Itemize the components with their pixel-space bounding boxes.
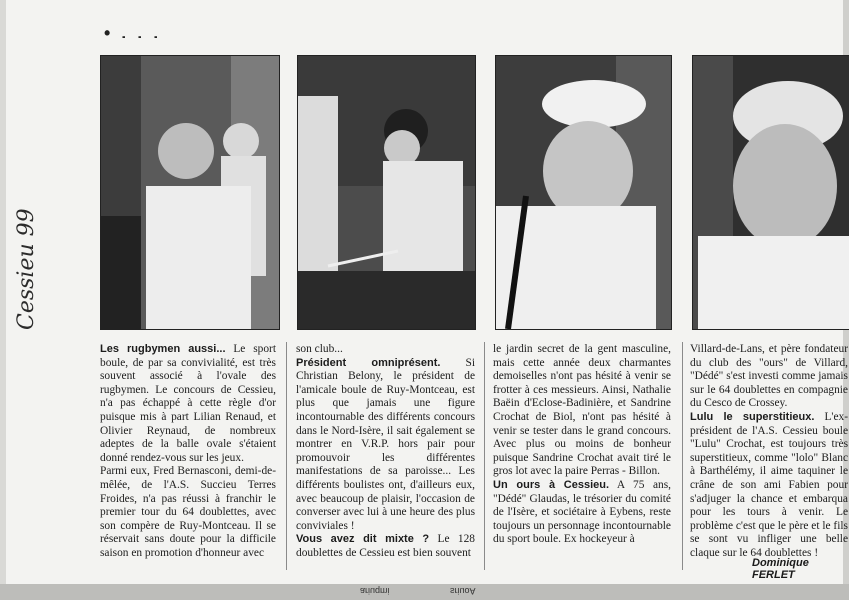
article-column-1 bbox=[100, 343, 276, 561]
header-fragment: • . . . bbox=[104, 23, 162, 38]
article-column-2 bbox=[296, 343, 475, 561]
column-3-lead2: Un ours à Cessieu. bbox=[493, 478, 610, 491]
column-2-lead2: Vous avez dit mixte ? bbox=[296, 533, 430, 546]
column-3-body: le jardin secret de la gent masculine, mais cette année deux charmantes demoiselles n'ont pas hésité à venir se frotter à ces messieurs. Ainsi, Nathalie Baëin d'Eclose-Badinière, et Sandrine Crochat de Biol, n'ont pas hésité à venir se tester dans le grand concours. Avec plus ou moins de bonheur puisque Sandrine Crochat avait tiré le gros lot avec la paire Perras - Billon. bbox=[493, 343, 671, 478]
column-2-lead: Président omniprésent. bbox=[296, 356, 441, 369]
woman-player-photo bbox=[297, 55, 476, 330]
column-2-pre: son club... bbox=[296, 343, 343, 355]
column-2-body2: Le 128 doublettes de Cessieu est bien souvent bbox=[296, 533, 475, 559]
column-1-para2: Parmi eux, Fred Bernasconi, demi-de-mêlée, de l'A.S. Succieu Terres Froides, n'a pas réussi à franchir le premier tour du 64 doublettes, avec son compère de Ruy-Montceau. Il se réservait sans doute pour la difficile saison en promotion d'honneur avec bbox=[100, 465, 276, 559]
dede-glaudas-photo bbox=[495, 55, 672, 330]
footer-strip bbox=[0, 584, 849, 600]
column-rule bbox=[286, 342, 287, 570]
column-4-body: Villard-de-Lans, et père fondateur du club des "ours" de Villard, "Dédé" s'est investi comme jamais sur le 64 doublettes en compagnie du Cesco de Crossey. bbox=[690, 343, 848, 410]
footer-text-left: ariuqmi bbox=[360, 586, 390, 596]
handwritten-margin-note: Cessieu 99 bbox=[14, 208, 39, 330]
column-1-lead: Les rugbymen aussi... bbox=[100, 343, 226, 355]
column-3-body2: A 75 ans, "Dédé" Glaudas, le trésorier du comité de l'Isère, et sociétaire à Eybens, reste toujours un personnage incontournable du sport boule. Ex hockeyeur à bbox=[493, 478, 671, 546]
column-rule bbox=[484, 342, 485, 570]
article-column-3 bbox=[493, 343, 671, 547]
author-signature: Dominique FERLET bbox=[752, 557, 809, 581]
column-1-body: Le sport boule, de par sa convivialité, est très souvent associé à l'ovale des rugbymen. Le concours de Cessieu, n'a pas échappé à cette règle d'or puisque mis à part Lilian Renaud, et Olivier Reynaud, de nombreux adeptes de la balle ovale s'étaient donné rendez-vous sur les jeux. bbox=[100, 343, 276, 464]
column-4-body2: L'ex-président de l'A.S. Cessieu boule "Lulu" Crochat, est toujours très superstitieux, comme "lolo" Blanc à Barthélémy, il aime taquiner le crâne de son ami Fabien pour s'adjuger la chance et embarqua pour les tours à venir. Le problème c'est que le père et le fils se sont vu infliger une belle claque sur le 64 doublettes ! bbox=[690, 410, 848, 559]
footer-text-right: sriuoA bbox=[450, 586, 476, 596]
column-2-body: Si Christian Belony, le président de l'amicale boule de Ruy-Montceau, est plus que jamais une figure incontournable des différents concours dans le Nord-Isère, il sait également se montrer en V.R.P. hors pair pour promouvoir les différentes manifestations de sa paroisse... Les différents boulistes ont, d'ailleurs eux, avec beaucoup de plaisir, l'occasion de converser avec lui à une heure des plus conviviales ! bbox=[296, 356, 475, 532]
column-rule bbox=[682, 342, 683, 570]
rugby-player-photo bbox=[100, 55, 280, 330]
lulu-photo bbox=[692, 55, 849, 330]
article-column-4 bbox=[690, 343, 848, 561]
column-4-lead2: Lulu le superstitieux. bbox=[690, 410, 815, 423]
page-edge bbox=[0, 0, 6, 600]
